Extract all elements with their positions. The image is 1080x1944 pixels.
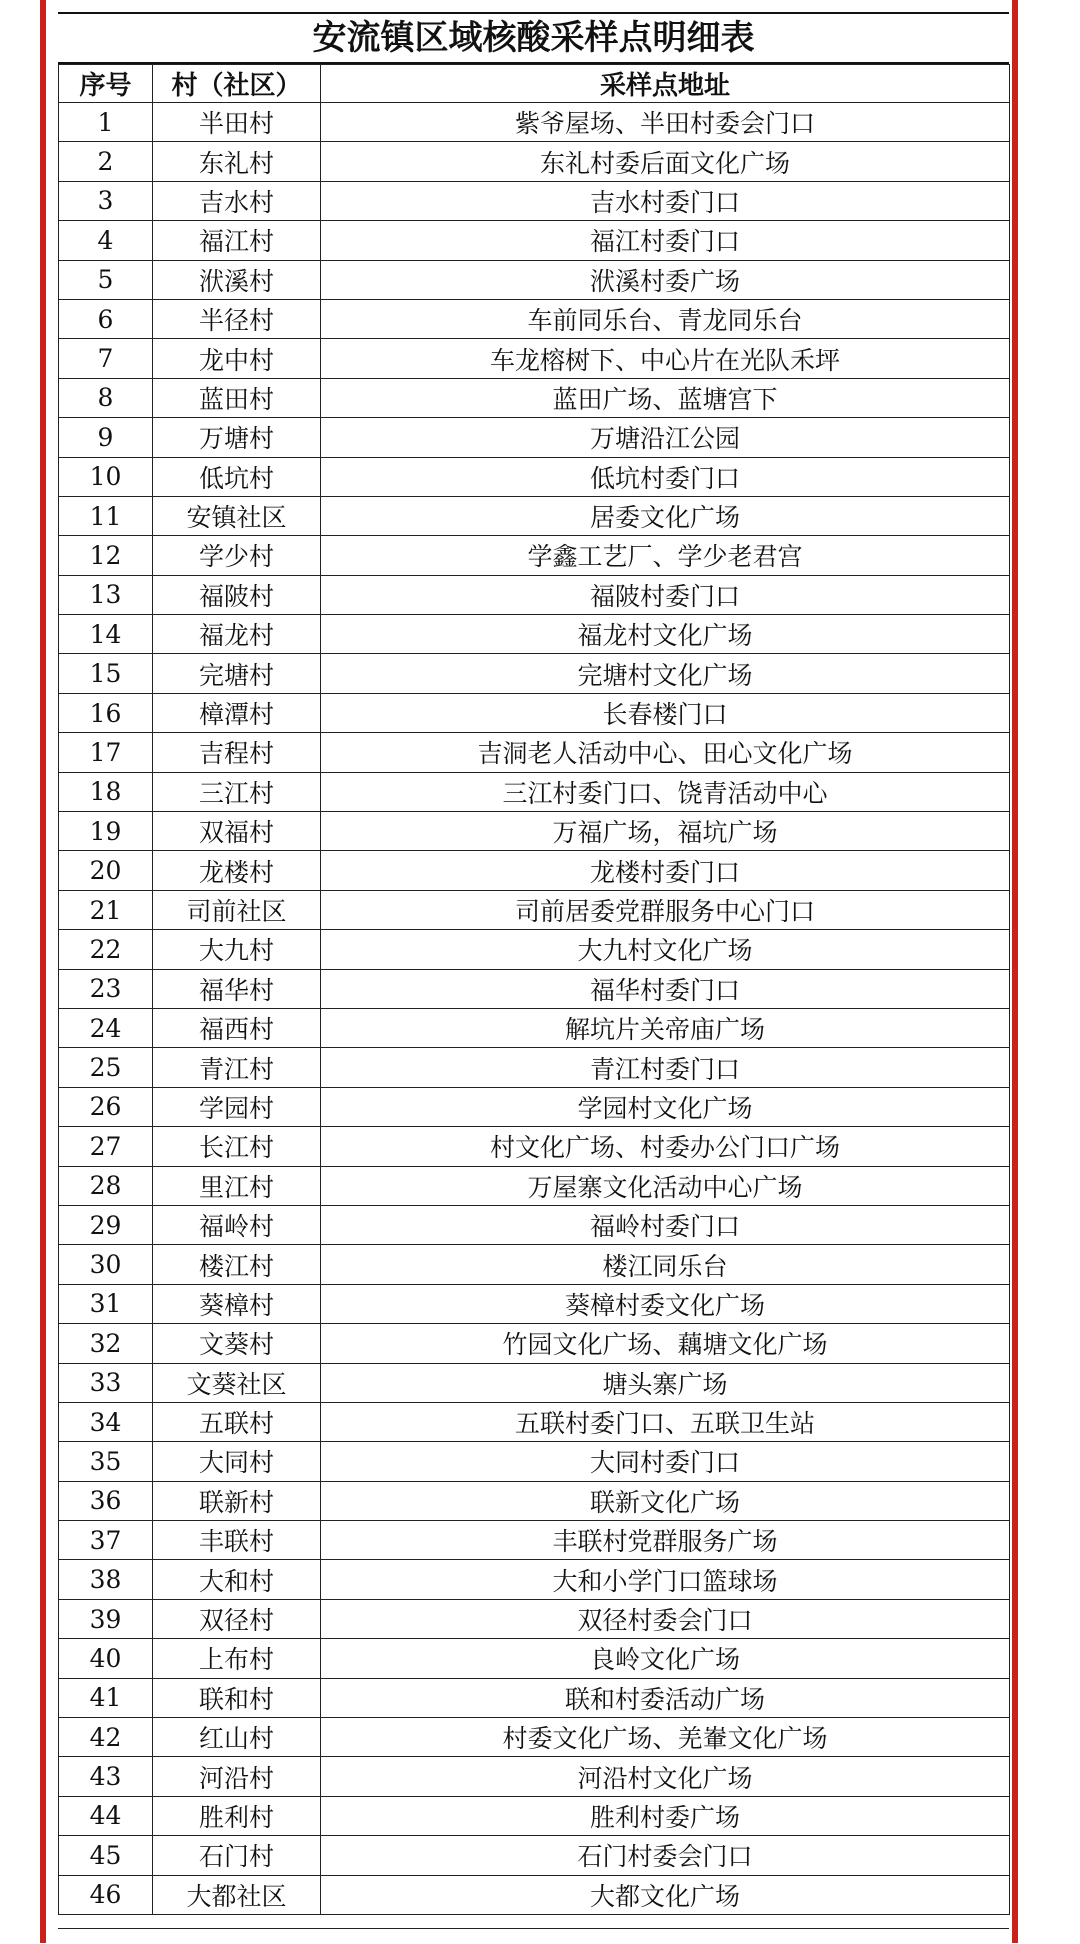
row-number-cell: 19 <box>59 812 153 851</box>
table-row <box>59 1048 1010 1087</box>
row-number-cell: 1 <box>59 103 153 142</box>
site-address-cell: 三江村委门口、饶青活动中心 <box>321 772 1010 811</box>
row-number-cell: 44 <box>59 1796 153 1835</box>
table-row <box>59 1678 1010 1717</box>
row-number-cell: 8 <box>59 378 153 417</box>
village-cell: 里江村 <box>153 1166 321 1205</box>
row-number-cell: 37 <box>59 1521 153 1560</box>
row-number-cell: 45 <box>59 1836 153 1875</box>
row-number-cell: 12 <box>59 536 153 575</box>
table-row <box>59 1127 1010 1166</box>
village-cell: 安镇社区 <box>153 496 321 535</box>
village-cell: 大都社区 <box>153 1875 321 1914</box>
site-address-cell: 司前居委党群服务中心门口 <box>321 890 1010 929</box>
row-number-cell: 39 <box>59 1599 153 1638</box>
row-number-cell: 30 <box>59 1245 153 1284</box>
site-address-cell: 万屋寨文化活动中心广场 <box>321 1166 1010 1205</box>
site-address-cell: 胜利村委广场 <box>321 1796 1010 1835</box>
village-cell: 万塘村 <box>153 418 321 457</box>
table-row <box>59 221 1010 260</box>
village-cell: 大和村 <box>153 1560 321 1599</box>
site-address-cell: 福龙村文化广场 <box>321 615 1010 654</box>
row-number-cell: 24 <box>59 1008 153 1047</box>
table-row <box>59 1087 1010 1126</box>
row-number-cell: 14 <box>59 615 153 654</box>
village-cell: 樟潭村 <box>153 693 321 732</box>
table-row <box>59 1245 1010 1284</box>
site-address-cell: 福岭村委门口 <box>321 1205 1010 1244</box>
site-address-cell: 五联村委门口、五联卫生站 <box>321 1402 1010 1441</box>
village-cell: 联和村 <box>153 1678 321 1717</box>
village-cell: 龙楼村 <box>153 851 321 890</box>
site-address-cell: 龙楼村委门口 <box>321 851 1010 890</box>
table-row <box>59 457 1010 496</box>
site-address-cell: 良岭文化广场 <box>321 1639 1010 1678</box>
table-row <box>59 1560 1010 1599</box>
village-cell: 上布村 <box>153 1639 321 1678</box>
table-row <box>59 772 1010 811</box>
site-address-cell: 蓝田广场、蓝塘宫下 <box>321 378 1010 417</box>
row-number-cell: 46 <box>59 1875 153 1914</box>
village-cell: 三江村 <box>153 772 321 811</box>
table-row <box>59 930 1010 969</box>
village-cell: 双径村 <box>153 1599 321 1638</box>
row-number-cell: 25 <box>59 1048 153 1087</box>
site-address-cell: 大同村委门口 <box>321 1442 1010 1481</box>
row-number-cell: 23 <box>59 969 153 1008</box>
row-number-cell: 18 <box>59 772 153 811</box>
village-cell: 吉程村 <box>153 733 321 772</box>
village-cell: 福岭村 <box>153 1205 321 1244</box>
site-address-cell: 联和村委活动广场 <box>321 1678 1010 1717</box>
site-address-cell: 村委文化广场、羌輋文化广场 <box>321 1718 1010 1757</box>
village-cell: 大同村 <box>153 1442 321 1481</box>
table-row <box>59 496 1010 535</box>
table-row <box>59 260 1010 299</box>
site-address-cell: 完塘村文化广场 <box>321 654 1010 693</box>
row-number-cell: 3 <box>59 181 153 220</box>
table-row <box>59 1796 1010 1835</box>
site-address-cell: 大都文化广场 <box>321 1875 1010 1914</box>
village-cell: 龙中村 <box>153 339 321 378</box>
table-row <box>59 969 1010 1008</box>
site-address-cell: 石门村委会门口 <box>321 1836 1010 1875</box>
table-row <box>59 1363 1010 1402</box>
table-row <box>59 1442 1010 1481</box>
village-cell: 学少村 <box>153 536 321 575</box>
row-number-cell: 26 <box>59 1087 153 1126</box>
header-site: 采样点地址 <box>321 65 1010 103</box>
village-cell: 葵樟村 <box>153 1284 321 1323</box>
row-number-cell: 17 <box>59 733 153 772</box>
village-cell: 学园村 <box>153 1087 321 1126</box>
row-number-cell: 42 <box>59 1718 153 1757</box>
village-cell: 五联村 <box>153 1402 321 1441</box>
sampling-sites-table <box>58 64 1010 1915</box>
site-address-cell: 双径村委会门口 <box>321 1599 1010 1638</box>
table-row <box>59 1402 1010 1441</box>
site-address-cell: 村文化广场、村委办公门口广场 <box>321 1127 1010 1166</box>
table-row <box>59 812 1010 851</box>
village-cell: 洑溪村 <box>153 260 321 299</box>
row-number-cell: 41 <box>59 1678 153 1717</box>
site-address-cell: 大九村文化广场 <box>321 930 1010 969</box>
row-number-cell: 32 <box>59 1324 153 1363</box>
village-cell: 福西村 <box>153 1008 321 1047</box>
village-cell: 丰联村 <box>153 1521 321 1560</box>
site-address-cell: 低坑村委门口 <box>321 457 1010 496</box>
site-address-cell: 福华村委门口 <box>321 969 1010 1008</box>
row-number-cell: 34 <box>59 1402 153 1441</box>
village-cell: 低坑村 <box>153 457 321 496</box>
row-number-cell: 27 <box>59 1127 153 1166</box>
spreadsheet-sheet <box>58 0 1009 1943</box>
left-red-border <box>0 0 46 1943</box>
site-address-cell: 车龙榕树下、中心片在光队禾坪 <box>321 339 1010 378</box>
site-address-cell: 万福广场，福坑广场 <box>321 812 1010 851</box>
row-number-cell: 15 <box>59 654 153 693</box>
site-address-cell: 紫爷屋场、半田村委会门口 <box>321 103 1010 142</box>
row-number-cell: 22 <box>59 930 153 969</box>
site-address-cell: 塘头寨广场 <box>321 1363 1010 1402</box>
site-address-cell: 学鑫工艺厂、学少老君宫 <box>321 536 1010 575</box>
village-cell: 胜利村 <box>153 1796 321 1835</box>
table-row <box>59 890 1010 929</box>
table-title: 安流镇区域核酸采样点明细表 <box>58 14 1009 64</box>
table-row <box>59 418 1010 457</box>
row-number-cell: 33 <box>59 1363 153 1402</box>
site-address-cell: 楼江同乐台 <box>321 1245 1010 1284</box>
village-cell: 联新村 <box>153 1481 321 1520</box>
row-number-cell: 28 <box>59 1166 153 1205</box>
site-address-cell: 车前同乐台、青龙同乐台 <box>321 299 1010 338</box>
row-number-cell: 4 <box>59 221 153 260</box>
table-row <box>59 1875 1010 1914</box>
table-row <box>59 1324 1010 1363</box>
village-cell: 长江村 <box>153 1127 321 1166</box>
village-cell: 司前社区 <box>153 890 321 929</box>
table-body <box>59 103 1010 1915</box>
site-address-cell: 洑溪村委广场 <box>321 260 1010 299</box>
row-number-cell: 6 <box>59 299 153 338</box>
table-row <box>59 1599 1010 1638</box>
row-number-cell: 13 <box>59 575 153 614</box>
header-no: 序号 <box>59 65 153 103</box>
village-cell: 河沿村 <box>153 1757 321 1796</box>
site-address-cell: 福江村委门口 <box>321 221 1010 260</box>
site-address-cell: 东礼村委后面文化广场 <box>321 142 1010 181</box>
site-address-cell: 丰联村党群服务广场 <box>321 1521 1010 1560</box>
table-row <box>59 575 1010 614</box>
row-number-cell: 31 <box>59 1284 153 1323</box>
top-strip <box>58 0 1009 14</box>
table-row <box>59 1521 1010 1560</box>
site-address-cell: 福陂村委门口 <box>321 575 1010 614</box>
table-row <box>59 536 1010 575</box>
right-red-border <box>1012 0 1080 1943</box>
bottom-border <box>58 1928 1009 1944</box>
table-row <box>59 142 1010 181</box>
village-cell: 红山村 <box>153 1718 321 1757</box>
row-number-cell: 9 <box>59 418 153 457</box>
row-number-cell: 36 <box>59 1481 153 1520</box>
table-row <box>59 1008 1010 1047</box>
table-row <box>59 378 1010 417</box>
site-address-cell: 联新文化广场 <box>321 1481 1010 1520</box>
row-number-cell: 2 <box>59 142 153 181</box>
village-cell: 大九村 <box>153 930 321 969</box>
village-cell: 文葵社区 <box>153 1363 321 1402</box>
row-number-cell: 16 <box>59 693 153 732</box>
site-address-cell: 吉洞老人活动中心、田心文化广场 <box>321 733 1010 772</box>
table-row <box>59 299 1010 338</box>
table-row <box>59 181 1010 220</box>
site-address-cell: 学园村文化广场 <box>321 1087 1010 1126</box>
table-row <box>59 654 1010 693</box>
row-number-cell: 10 <box>59 457 153 496</box>
table-row <box>59 1166 1010 1205</box>
table-row <box>59 103 1010 142</box>
village-cell: 青江村 <box>153 1048 321 1087</box>
table-row <box>59 693 1010 732</box>
table-row <box>59 1284 1010 1323</box>
village-cell: 完塘村 <box>153 654 321 693</box>
site-address-cell: 葵樟村委文化广场 <box>321 1284 1010 1323</box>
site-address-cell: 大和小学门口篮球场 <box>321 1560 1010 1599</box>
row-number-cell: 38 <box>59 1560 153 1599</box>
header-row <box>59 65 1010 103</box>
village-cell: 半径村 <box>153 299 321 338</box>
table-row <box>59 339 1010 378</box>
table-row <box>59 1836 1010 1875</box>
village-cell: 双福村 <box>153 812 321 851</box>
row-number-cell: 20 <box>59 851 153 890</box>
village-cell: 蓝田村 <box>153 378 321 417</box>
table-row <box>59 733 1010 772</box>
village-cell: 福华村 <box>153 969 321 1008</box>
row-number-cell: 5 <box>59 260 153 299</box>
site-address-cell: 河沿村文化广场 <box>321 1757 1010 1796</box>
table-row <box>59 1481 1010 1520</box>
table-row <box>59 851 1010 890</box>
village-cell: 福龙村 <box>153 615 321 654</box>
row-number-cell: 11 <box>59 496 153 535</box>
site-address-cell: 青江村委门口 <box>321 1048 1010 1087</box>
site-address-cell: 吉水村委门口 <box>321 181 1010 220</box>
row-number-cell: 21 <box>59 890 153 929</box>
village-cell: 福陂村 <box>153 575 321 614</box>
row-number-cell: 7 <box>59 339 153 378</box>
site-address-cell: 解坑片关帝庙广场 <box>321 1008 1010 1047</box>
row-number-cell: 29 <box>59 1205 153 1244</box>
row-number-cell: 35 <box>59 1442 153 1481</box>
village-cell: 楼江村 <box>153 1245 321 1284</box>
table-row <box>59 1757 1010 1796</box>
header-village: 村（社区） <box>153 65 321 103</box>
village-cell: 石门村 <box>153 1836 321 1875</box>
table-row <box>59 1718 1010 1757</box>
site-address-cell: 竹园文化广场、藕塘文化广场 <box>321 1324 1010 1363</box>
table-row <box>59 1205 1010 1244</box>
village-cell: 福江村 <box>153 221 321 260</box>
site-address-cell: 居委文化广场 <box>321 496 1010 535</box>
village-cell: 东礼村 <box>153 142 321 181</box>
village-cell: 半田村 <box>153 103 321 142</box>
village-cell: 吉水村 <box>153 181 321 220</box>
row-number-cell: 43 <box>59 1757 153 1796</box>
site-address-cell: 万塘沿江公园 <box>321 418 1010 457</box>
row-number-cell: 40 <box>59 1639 153 1678</box>
site-address-cell: 长春楼门口 <box>321 693 1010 732</box>
table-row <box>59 1639 1010 1678</box>
table-row <box>59 615 1010 654</box>
village-cell: 文葵村 <box>153 1324 321 1363</box>
